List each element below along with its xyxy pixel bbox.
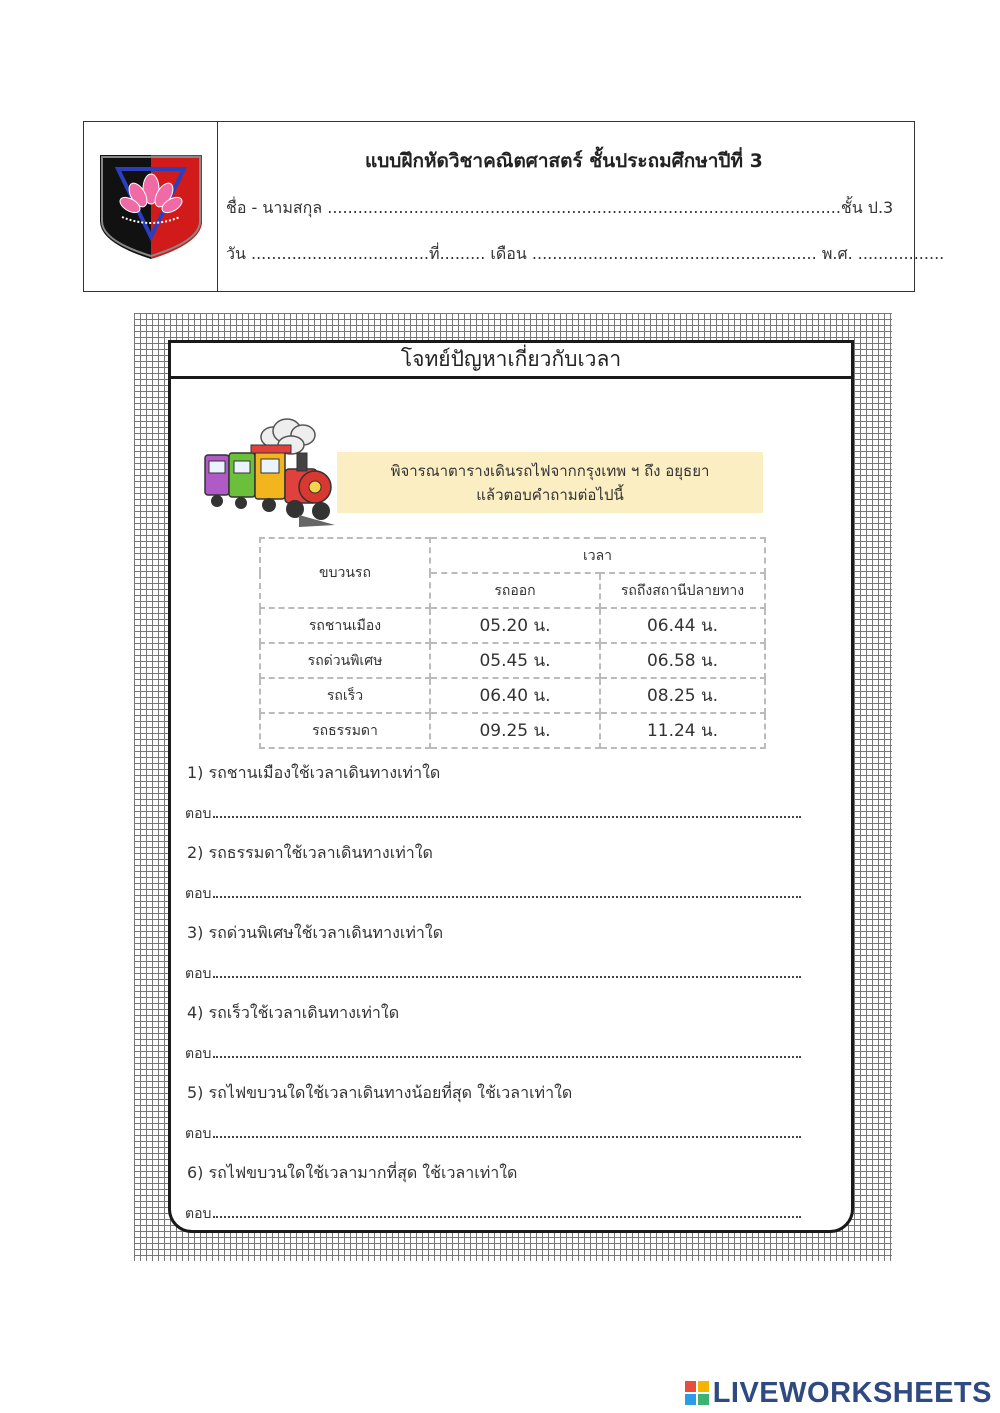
liveworksheets-logo-icon	[685, 1381, 709, 1405]
answer-label: ตอบ	[185, 1126, 212, 1142]
answer-line-3[interactable]	[185, 963, 807, 985]
name-class-field[interactable]: ชื่อ - นามสกุล .....................................................................................................ชั้น ป.3	[226, 198, 894, 217]
date-field[interactable]: วัน ...................................ที่......... เดือน ........................................................ พ.ศ. .................	[226, 244, 945, 263]
answer-label: ตอบ	[185, 886, 212, 902]
table-row	[260, 608, 765, 643]
answer-blank[interactable]	[213, 1124, 801, 1138]
train-name: รถด่วนพิเศษ	[260, 643, 430, 678]
table-header-row	[260, 538, 765, 573]
table-row	[260, 678, 765, 713]
liveworksheets-watermark	[685, 1378, 992, 1408]
train-name: รถธรรมดา	[260, 713, 430, 748]
answer-label: ตอบ	[185, 1206, 212, 1222]
answer-line-5[interactable]	[185, 1123, 807, 1145]
arrive-time: 06.44 น.	[600, 608, 765, 643]
answer-blank[interactable]	[213, 1204, 801, 1218]
header-info	[218, 122, 945, 291]
answer-line-1[interactable]	[185, 803, 807, 825]
question-5: 5) รถไฟขบวนใดใช้เวลาเดินทางน้อยที่สุด ใช้เวลาเท่าใด	[187, 1083, 573, 1102]
answer-label: ตอบ	[185, 1046, 212, 1062]
answer-label: ตอบ	[185, 966, 212, 982]
question-2: 2) รถธรรมดาใช้เวลาเดินทางเท่าใด	[187, 843, 433, 862]
question-1: 1) รถชานเมืองใช้เวลาเดินทางเท่าใด	[187, 763, 441, 782]
worksheet-title: แบบฝึกหัดวิชาคณิตศาสตร์ ชั้นประถมศึกษาปีที่ 3	[365, 150, 763, 172]
arrive-time: 06.58 น.	[600, 643, 765, 678]
depart-time: 05.45 น.	[430, 643, 600, 678]
answer-blank[interactable]	[213, 884, 801, 898]
header-time: เวลา	[430, 538, 765, 573]
watermark-text: LIVEWORKSHEETS	[712, 1376, 992, 1409]
answer-blank[interactable]	[213, 804, 801, 818]
header-train: ขบวนรถ	[260, 538, 430, 608]
answer-blank[interactable]	[213, 964, 801, 978]
panel-title: โจทย์ปัญหาเกี่ยวกับเวลา	[171, 343, 851, 379]
header-box	[83, 121, 945, 292]
arrive-time: 11.24 น.	[600, 713, 765, 748]
depart-time: 06.40 น.	[430, 678, 600, 713]
question-3: 3) รถด่วนพิเศษใช้เวลาเดินทางเท่าใด	[187, 923, 444, 942]
depart-time: 05.20 น.	[430, 608, 600, 643]
train-timetable	[259, 537, 766, 749]
header-depart: รถออก	[430, 573, 600, 608]
instruction-line-2: แล้วตอบคำถามต่อไปนี้	[476, 485, 624, 504]
answer-label: ตอบ	[185, 806, 212, 822]
question-6: 6) รถไฟขบวนใดใช้เวลามากที่สุด ใช้เวลาเท่าใด	[187, 1163, 518, 1182]
table-row	[260, 713, 765, 748]
answer-line-6[interactable]	[185, 1203, 807, 1225]
answer-line-2[interactable]	[185, 883, 807, 905]
train-name: รถเร็ว	[260, 678, 430, 713]
arrive-time: 08.25 น.	[600, 678, 765, 713]
school-logo	[96, 151, 206, 263]
train-illustration	[203, 415, 339, 533]
question-4: 4) รถเร็วใช้เวลาเดินทางเท่าใด	[187, 1003, 400, 1022]
instruction-line-1: พิจารณาตารางเดินรถไฟจากกรุงเทพ ฯ ถึง อยุธยา	[390, 461, 710, 480]
instruction-box	[337, 452, 763, 513]
train-name: รถชานเมือง	[260, 608, 430, 643]
school-logo-cell	[84, 122, 218, 291]
header-arrive: รถถึงสถานีปลายทาง	[600, 573, 765, 608]
answer-line-4[interactable]	[185, 1043, 807, 1065]
worksheet-panel	[168, 340, 854, 1233]
depart-time: 09.25 น.	[430, 713, 600, 748]
answer-blank[interactable]	[213, 1044, 801, 1058]
table-row	[260, 643, 765, 678]
